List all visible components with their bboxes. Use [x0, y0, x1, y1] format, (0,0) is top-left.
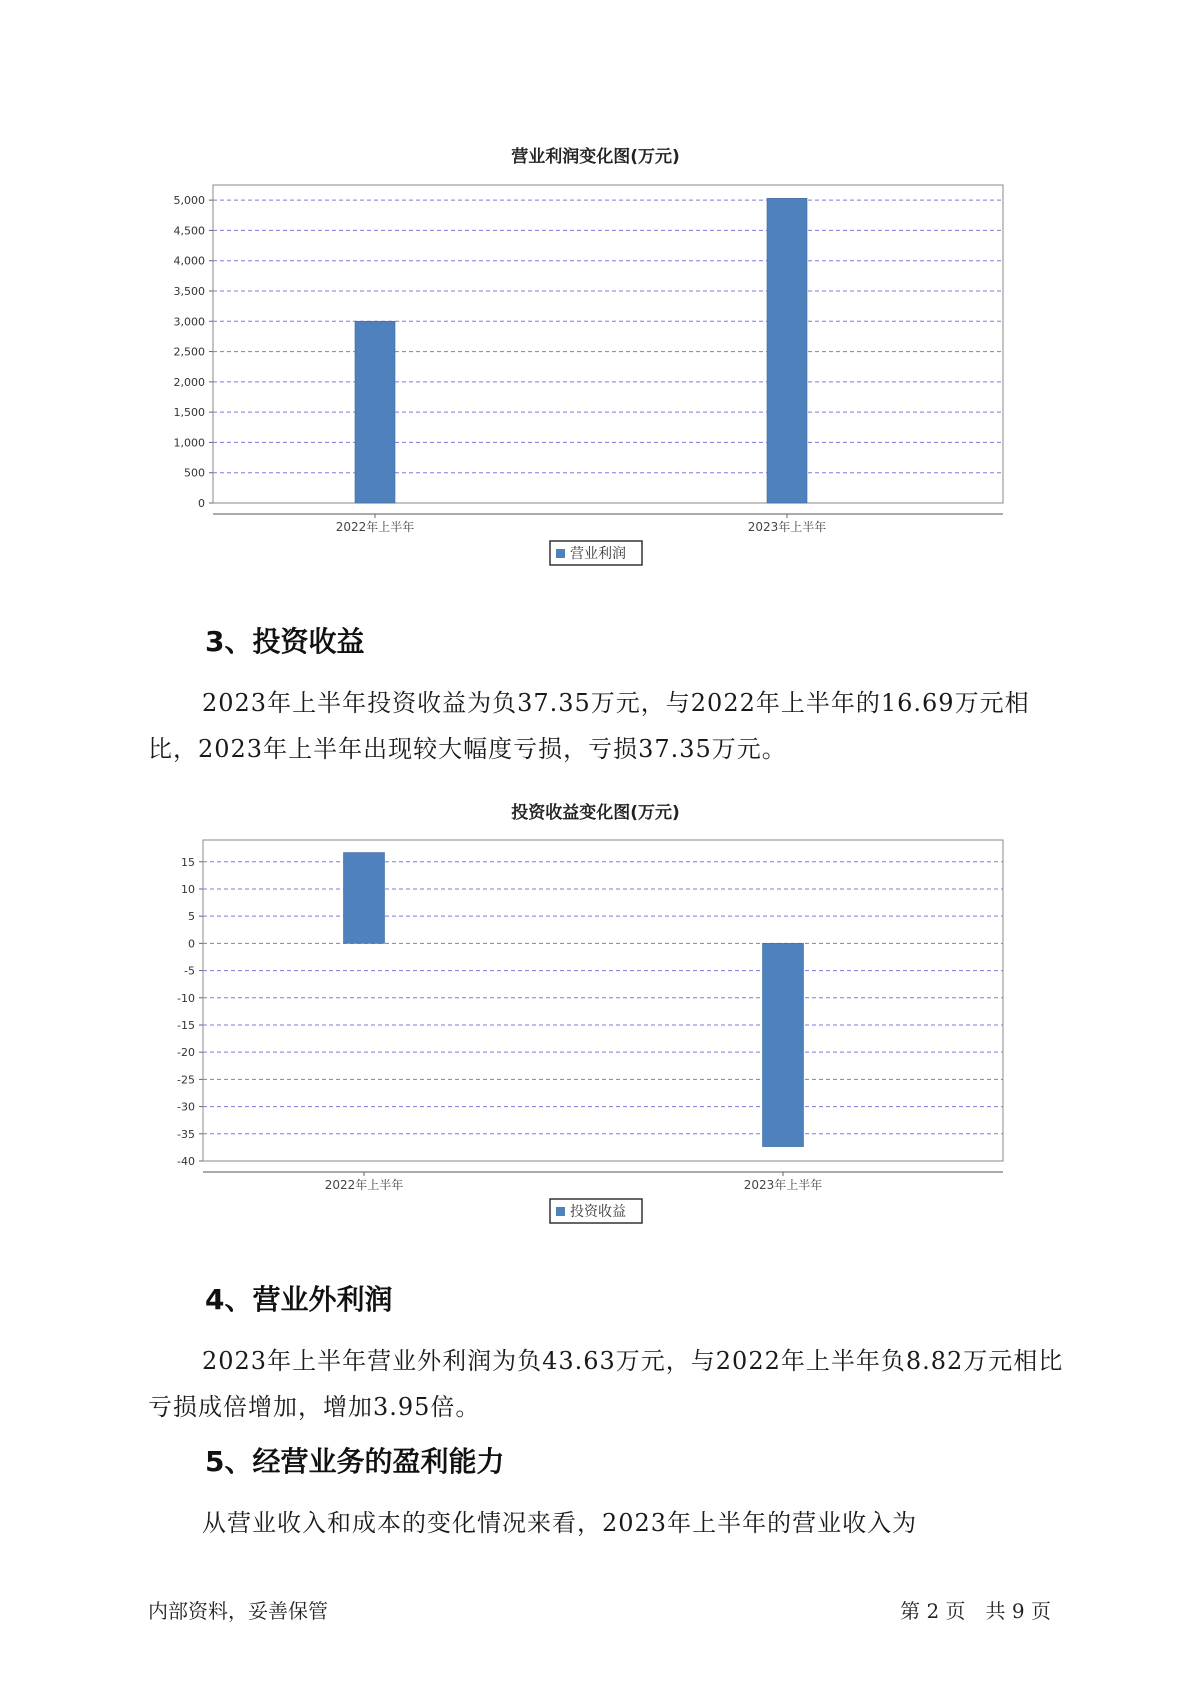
- y-tick-label: 0: [188, 937, 195, 951]
- x-tick-label: 2022年上半年: [324, 1178, 404, 1192]
- legend-label: 营业利润: [570, 546, 626, 562]
- section-heading-investment-income: 3、投资收益: [205, 625, 365, 658]
- section-heading-non-operating-profit: 4、营业外利润: [205, 1283, 393, 1316]
- y-tick-label: 4,500: [173, 224, 205, 238]
- y-tick-label: 5,000: [173, 194, 205, 208]
- y-tick-label: 10: [181, 882, 195, 896]
- bar-2: [767, 198, 807, 503]
- bar-1: [355, 321, 395, 503]
- y-tick-label: 15: [181, 855, 195, 869]
- section-heading-profitability: 5、经营业务的盈利能力: [205, 1445, 505, 1478]
- y-tick-label: -40: [177, 1155, 195, 1168]
- x-tick-label: 2023年上半年: [747, 520, 827, 534]
- investment-income-chart: [0, 815, 1191, 1235]
- bar-2: [763, 943, 804, 1146]
- chart-title-investment-income: 投资收益变化图(万元): [511, 803, 680, 823]
- y-tick-label: 3,500: [173, 285, 205, 298]
- legend-label: 投资收益: [570, 1204, 626, 1220]
- y-tick-label: 2,500: [173, 345, 205, 359]
- legend-swatch: [556, 1207, 565, 1216]
- y-tick-label: 0: [198, 497, 205, 510]
- operating-profit-chart: [0, 160, 1191, 580]
- y-tick-label: 2,000: [173, 375, 205, 389]
- legend-operating-profit: [550, 541, 642, 565]
- legend-investment-income: [550, 1199, 642, 1223]
- chart-title-operating-profit: 营业利润变化图(万元): [511, 147, 680, 167]
- plot-frame: [213, 185, 1003, 503]
- paragraph-profitability: 从营业收入和成本的变化情况来看，2023年上半年的营业收入为: [202, 1509, 918, 1537]
- footer-page-number: 第 2 页 共 9 页: [900, 1599, 1051, 1623]
- footer-confidential-note: 内部资料，妥善保管: [148, 1599, 328, 1623]
- y-tick-label: -30: [177, 1100, 195, 1114]
- y-tick-label: -20: [177, 1046, 195, 1060]
- y-tick-label: -35: [177, 1127, 195, 1141]
- bar-1: [344, 853, 385, 944]
- legend-swatch: [556, 549, 565, 558]
- y-tick-label: -15: [177, 1018, 195, 1032]
- y-tick-label: -10: [177, 991, 195, 1005]
- y-tick-label: -25: [177, 1073, 195, 1087]
- paragraph-non-operating-profit: 2023年上半年营业外利润为负43.63万元，与2022年上半年负8.82万元相比亏损成倍增加，增加3.95倍。: [148, 1347, 1064, 1421]
- y-tick-label: 3,000: [173, 315, 205, 329]
- y-tick-label: 1,500: [173, 406, 205, 420]
- y-tick-label: 1,000: [173, 436, 205, 450]
- x-tick-label: 2023年上半年: [743, 1178, 823, 1192]
- plot-frame: [203, 840, 1003, 1161]
- y-tick-label: 5: [188, 910, 195, 924]
- x-tick-label: 2022年上半年: [335, 520, 415, 534]
- y-tick-label: -5: [184, 964, 195, 978]
- y-tick-label: 4,000: [173, 254, 205, 268]
- paragraph-investment-income: 2023年上半年投资收益为负37.35万元，与2022年上半年的16.69万元相比，2023年上半年出现较大幅度亏损，亏损37.35万元。: [148, 689, 1030, 763]
- y-tick-label: 500: [184, 466, 205, 480]
